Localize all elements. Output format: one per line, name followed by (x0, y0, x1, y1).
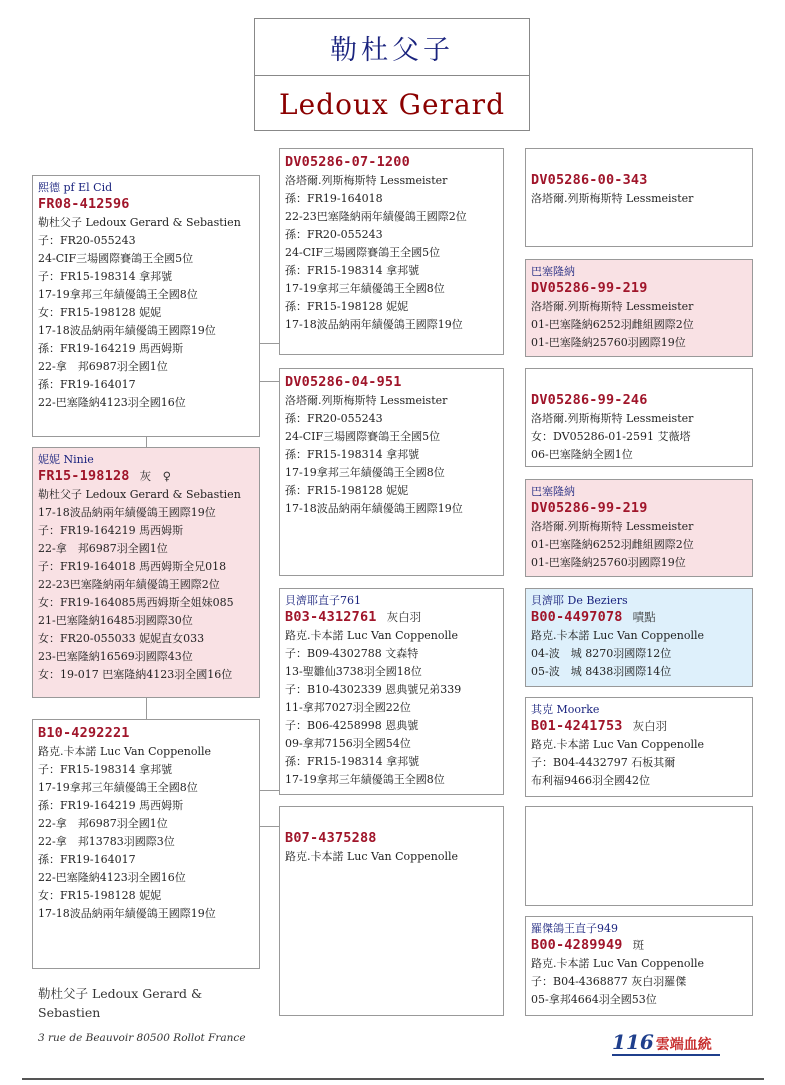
great-granddam-2-ring: DV05286-99-219 (531, 280, 648, 296)
sire-dam-line: 孫：FR15-198128 妮妮 (285, 484, 409, 497)
great-grandsire-5-color: 嘖點 (632, 610, 656, 624)
sire-sire-line: 17-19拿邦三年績優鴿王全國8位 (285, 282, 445, 295)
great-grandsire-5-ring-number (531, 608, 747, 627)
dam-sire-line: 子：B09-4302788 文森特 (285, 647, 419, 660)
dam-sire-line: 孫：FR15-198314 拿邦號 (285, 755, 420, 768)
great-grandsire-7-card (525, 806, 753, 906)
great-grandsire-3-line: 女：DV05286-01-2591 艾薇塔 (531, 430, 691, 443)
sire-card (32, 175, 260, 437)
great-granddam-8-line: 子：B04-4368877 灰白羽羅傑 (531, 975, 687, 988)
sire-dam-line: 孫：FR15-198314 拿邦號 (285, 448, 420, 461)
great-granddam-4-line: 01-巴塞隆納6252羽雌組國際2位 (531, 538, 694, 551)
great-granddam-4-card (525, 479, 753, 577)
subject-line: 21-巴塞隆納16485羽國際30位 (38, 614, 193, 627)
sire-line: 女：FR15-198128 妮妮 (38, 306, 162, 319)
dam-line: 22-拿 邦13783羽國際3位 (38, 835, 175, 848)
sire-sire-line: 22-23巴塞隆納兩年績優鴿王國際2位 (285, 210, 467, 223)
subject-line: 女：FR20-055033 妮妮直女033 (38, 632, 205, 645)
great-grandsire-1-line: 洛塔爾.列斯梅斯特 Lessmeister (531, 192, 694, 205)
great-granddam-2-card (525, 259, 753, 357)
great-granddam-8-ring-number (531, 936, 747, 955)
dam-sire-line: 11-拿邦7027羽全國22位 (285, 701, 411, 714)
subject-line: 子：FR19-164018 馬西姆斯全兄018 (38, 560, 227, 573)
subject-line: 勒杜父子 Ledoux Gerard & Sebastien (38, 488, 241, 501)
subject-line: 22-拿 邦6987羽全國1位 (38, 542, 168, 555)
sire-dam-line: 17-19拿邦三年績優鴿王全國8位 (285, 466, 445, 479)
great-grandsire-5-ring: B00-4497078 (531, 609, 623, 625)
sire-line: 孫：FR19-164017 (38, 378, 136, 391)
great-grandsire-5-line: 路克.卡本諾 Luc Van Coppenolle (531, 629, 704, 642)
site-logo[interactable] (612, 1030, 712, 1054)
loft-name-english: Ledoux Gerard (279, 87, 505, 121)
great-granddam-8-line: 05-拿邦4664羽全國53位 (531, 993, 657, 1006)
great-grandsire-3-line: 06-巴塞隆納全國1位 (531, 448, 633, 461)
great-grandsire-5-card (525, 588, 753, 687)
great-grandsire-3-line: 洛塔爾.列斯梅斯特 Lessmeister (531, 412, 694, 425)
subject-line: 女：19-017 巴塞隆納4123羽全國16位 (38, 668, 233, 681)
connector-sire-sire (260, 343, 280, 344)
subject-line: 22-23巴塞隆納兩年績優鴿王國際2位 (38, 578, 220, 591)
great-granddam-4-name: 巴塞隆納 (531, 485, 575, 498)
dam-line: 孫：FR19-164017 (38, 853, 136, 866)
dam-line: 路克.卡本諾 Luc Van Coppenolle (38, 745, 211, 758)
dam-sire-line: 13-聖雛仙3738羽全國18位 (285, 665, 422, 678)
great-granddam-2-line: 01-巴塞隆納25760羽國際19位 (531, 336, 686, 349)
loft-name-chinese: 勒杜父子 (255, 19, 529, 76)
pedigree-title-box (254, 18, 530, 131)
great-granddam-8-card (525, 916, 753, 1016)
sire-ring-number: FR08-412596 (38, 196, 130, 212)
dam-sire-line: 路克.卡本諾 Luc Van Coppenolle (285, 629, 458, 642)
sire-line: 22-拿 邦6987羽全國1位 (38, 360, 168, 373)
great-granddam-6-line: 子：B04-4432797 石板其爾 (531, 756, 676, 769)
dam-ring-number: B10-4292221 (38, 725, 130, 741)
great-granddam-6-ring: B01-4241753 (531, 718, 623, 734)
subject-line: 子：FR19-164219 馬西姆斯 (38, 524, 184, 537)
dam-sire-line: 17-19拿邦三年績優鴿王全國8位 (285, 773, 445, 786)
sire-sire-line: 孫：FR15-198128 妮妮 (285, 300, 409, 313)
great-granddam-6-card (525, 697, 753, 797)
great-granddam-6-name: 其克 Moorke (531, 703, 600, 716)
connector-sire-dam (260, 381, 280, 382)
sire-dam-ring-number: DV05286-04-951 (285, 374, 402, 390)
sire-dam-line: 17-18波品納兩年績優鴿王國際19位 (285, 502, 463, 515)
subject-bird-name: 妮妮 Ninie (38, 453, 94, 466)
dam-sire-line: 09-拿邦7156羽全國54位 (285, 737, 411, 750)
subject-line: 17-18波品納兩年績優鴿王國際19位 (38, 506, 216, 519)
great-granddam-6-ring-number (531, 717, 747, 736)
sire-line: 17-19拿邦三年績優鴿王全國8位 (38, 288, 198, 301)
dam-dam-line: 路克.卡本諾 Luc Van Coppenolle (285, 850, 458, 863)
sire-sire-line: 洛塔爾.列斯梅斯特 Lessmeister (285, 174, 448, 187)
sire-dam-line: 洛塔爾.列斯梅斯特 Lessmeister (285, 394, 448, 407)
great-granddam-2-line: 洛塔爾.列斯梅斯特 Lessmeister (531, 300, 694, 313)
sire-line: 24-CIF三場國際賽鴿王全國5位 (38, 252, 194, 265)
great-granddam-8-ring: B00-4289949 (531, 937, 623, 953)
bottom-divider (22, 1078, 764, 1080)
dam-sire-ring-number (285, 608, 498, 627)
great-granddam-4-line: 洛塔爾.列斯梅斯特 Lessmeister (531, 520, 694, 533)
dam-line: 17-19拿邦三年績優鴿王全國8位 (38, 781, 198, 794)
sire-line: 子：FR15-198314 拿邦號 (38, 270, 173, 283)
great-grandsire-1-ring: DV05286-00-343 (531, 172, 648, 188)
subject-line: 23-巴塞隆納16569羽國際43位 (38, 650, 193, 663)
owner-address: 3 rue de Beauvoir 80500 Rollot France (38, 1032, 246, 1044)
sire-sire-line: 孫：FR15-198314 拿邦號 (285, 264, 420, 277)
great-granddam-6-line: 路克.卡本諾 Luc Van Coppenolle (531, 738, 704, 751)
dam-line: 子：FR15-198314 拿邦號 (38, 763, 173, 776)
dam-sire-ring: B03-4312761 (285, 609, 377, 625)
great-granddam-4-ring: DV05286-99-219 (531, 500, 648, 516)
logo-text: 雲端血統 (655, 1037, 712, 1053)
great-granddam-4-line: 01-巴塞隆納25760羽國際19位 (531, 556, 686, 569)
great-granddam-6-line: 布利福9466羽全國42位 (531, 774, 650, 787)
dam-card (32, 719, 260, 969)
subject-line: 女：FR19-164085馬西姆斯全姐妹085 (38, 596, 234, 609)
sire-sire-line: 24-CIF三場國際賽鴿王全國5位 (285, 246, 441, 259)
dam-sire-line: 子：B10-4302339 恩典號兄弟339 (285, 683, 462, 696)
dam-sire-line: 子：B06-4258998 恩典號 (285, 719, 419, 732)
sire-line: 22-巴塞隆納4123羽全國16位 (38, 396, 186, 409)
great-granddam-2-line: 01-巴塞隆納6252羽雌組國際2位 (531, 318, 694, 331)
dam-line: 女：FR15-198128 妮妮 (38, 889, 162, 902)
logo-underline (612, 1054, 720, 1056)
sire-line: 孫：FR19-164219 馬西姆斯 (38, 342, 184, 355)
great-grandsire-5-name: 貝濟耶 De Beziers (531, 594, 628, 607)
sire-sire-ring-number: DV05286-07-1200 (285, 154, 410, 170)
sire-line: 子：FR20-055243 (38, 234, 136, 247)
dam-line: 孫：FR19-164219 馬西姆斯 (38, 799, 184, 812)
dam-line: 17-18波品納兩年績優鴿王國際19位 (38, 907, 216, 920)
dam-sire-color: 灰白羽 (386, 610, 422, 624)
dam-line: 22-巴塞隆納4123羽全國16位 (38, 871, 186, 884)
sire-sire-card (279, 148, 504, 355)
sire-sire-line: 孫：FR20-055243 (285, 228, 383, 241)
dam-line: 22-拿 邦6987羽全國1位 (38, 817, 168, 830)
great-grandsire-3-card (525, 368, 753, 467)
owner-name: 勒杜父子 Ledoux Gerard & Sebastien (38, 986, 203, 1020)
great-granddam-8-line: 路克.卡本諾 Luc Van Coppenolle (531, 957, 704, 970)
great-granddam-6-color: 灰白羽 (632, 719, 668, 733)
sire-name: 熙德 pf El Cid (38, 181, 113, 194)
subject-ring: FR15-198128 (38, 468, 130, 484)
sire-sire-line: 17-18波品納兩年績優鴿王國際19位 (285, 318, 463, 331)
dam-dam-card (279, 806, 504, 1016)
sire-sire-line: 孫：FR19-164018 (285, 192, 383, 205)
connector-self-sire (146, 436, 147, 447)
great-grandsire-5-line: 04-波 城 8270羽國際12位 (531, 647, 672, 660)
dam-sire-card (279, 588, 504, 795)
dam-sire-name: 貝濟耶直子761 (285, 594, 361, 607)
sire-line: 17-18波品納兩年績優鴿王國際19位 (38, 324, 216, 337)
connector-dam-sire (260, 790, 280, 791)
great-grandsire-3-ring: DV05286-99-246 (531, 392, 648, 408)
subject-bird-card (32, 447, 260, 698)
sire-line: 勒杜父子 Ledoux Gerard & Sebastien (38, 216, 241, 229)
dam-dam-ring-number: B07-4375288 (285, 830, 377, 846)
great-granddam-8-color: 斑 (632, 938, 645, 952)
logo-number: 116 (612, 1030, 654, 1054)
sire-dam-line: 孫：FR20-055243 (285, 412, 383, 425)
great-grandsire-1-card (525, 148, 753, 247)
subject-color-sex: 灰 ♀ (139, 469, 172, 483)
great-granddam-8-name: 羅傑鴿王直子949 (531, 922, 618, 935)
sire-dam-line: 24-CIF三場國際賽鴿王全國5位 (285, 430, 441, 443)
subject-ring-number (38, 467, 254, 486)
great-granddam-2-name: 巴塞隆納 (531, 265, 575, 278)
connector-self-dam (146, 697, 147, 719)
sire-dam-card (279, 368, 504, 576)
great-grandsire-5-line: 05-波 城 8438羽國際14位 (531, 665, 672, 678)
connector-dam-dam (260, 826, 280, 827)
